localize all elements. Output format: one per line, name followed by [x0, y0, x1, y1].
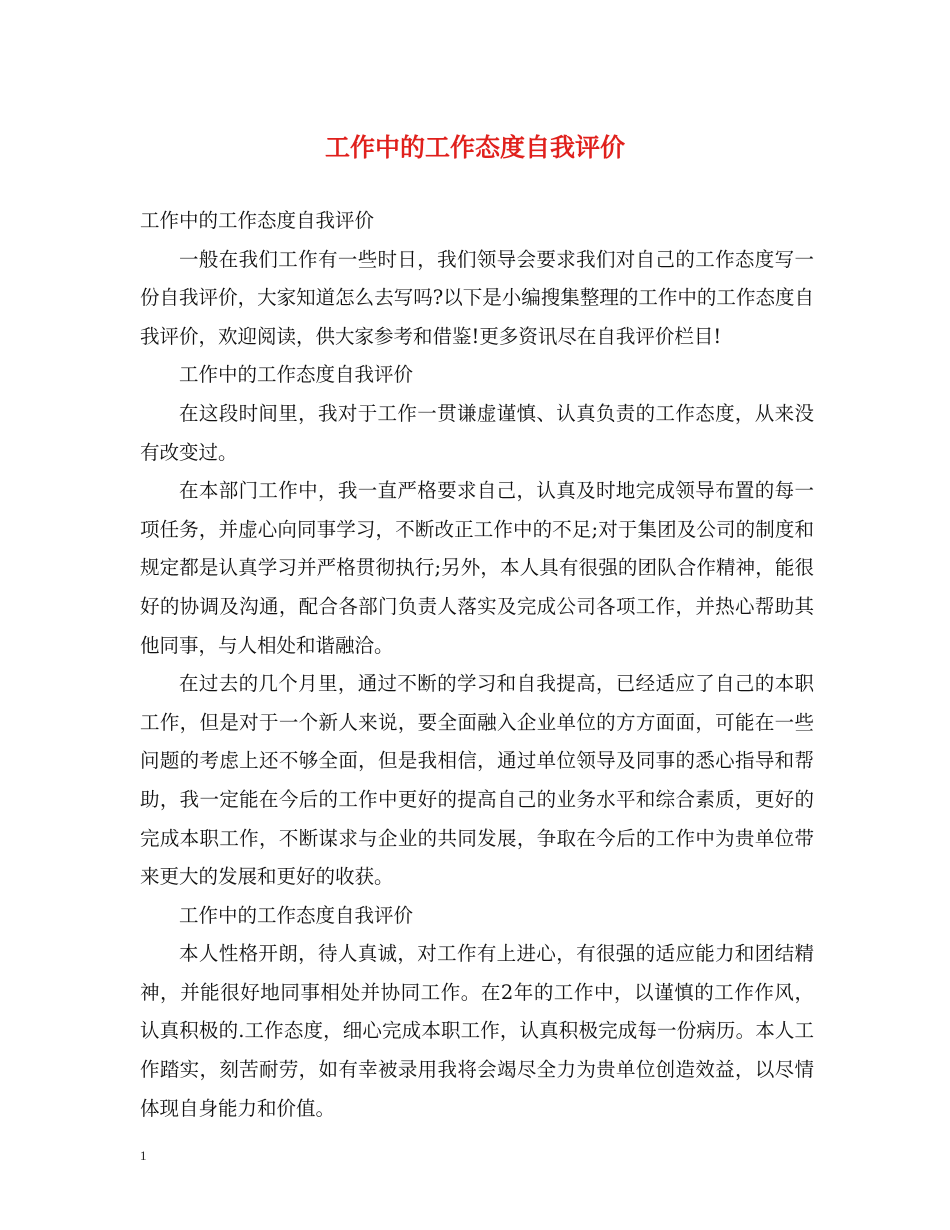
- paragraph-heading: 工作中的工作态度自我评价: [140, 209, 375, 232]
- page-title: 工作中的工作态度自我评价: [324, 133, 625, 162]
- paragraph: 本人性格开朗，待人真诚，对工作有上进心，有很强的适应能力和团结精神，并能很好地同事相处并协同工作。在2年的工作中，以谨慎的工作作风，认真积极的.工作态度，细心完成本职工作，认真积极完成每一份病历。本人工作踏实，刻苦耐劳，如有幸被录用我将会竭尽全力为贵单位创造效益，以尽情体现自身能力和价值。: [140, 942, 814, 1120]
- paragraph: 在过去的几个月里，通过不断的学习和自我提高，已经适应了自己的本职工作，但是对于一个新人来说，要全面融入企业单位的方方面面，可能在一些问题的考虑上还不够全面，但是我相信，通过单位领导及同事的悉心指导和帮助，我一定能在今后的工作中更好的提高自己的业务水平和综合素质，更好的完成本职工作，不断谋求与企业的共同发展，争取在今后的工作中为贵单位带来更大的发展和更好的收获。: [140, 672, 814, 889]
- paragraph-section-title: 工作中的工作态度自我评价: [179, 363, 414, 387]
- paragraph-section-title: 工作中的工作态度自我评价: [179, 903, 414, 927]
- paragraph-intro: 一般在我们工作有一些时日，我们领导会要求我们对自己的工作态度写一份自我评价，大家知道怎么去写吗?以下是小编搜集整理的工作中的工作态度自我评价，欢迎阅读，供大家参考和借鉴!更多资讯尽在自我评价栏目!: [140, 247, 814, 348]
- document-body: [140, 202, 814, 1128]
- page-number: 1: [140, 1148, 147, 1163]
- paragraph: 在本部门工作中，我一直严格要求自己，认真及时地完成领导布置的每一项任务，并虚心向同事学习，不断改正工作中的不足;对于集团及公司的制度和规定都是认真学习并严格贯彻执行;另外，本人具有很强的团队合作精神，能很好的协调及沟通，配合各部门负责人落实及完成公司各项工作，并热心帮助其他同事，与人相处和谐融洽。: [140, 479, 814, 657]
- paragraph: 在这段时间里，我对于工作一贯谦虚谨慎、认真负责的工作态度，从来没有改变过。: [140, 401, 814, 464]
